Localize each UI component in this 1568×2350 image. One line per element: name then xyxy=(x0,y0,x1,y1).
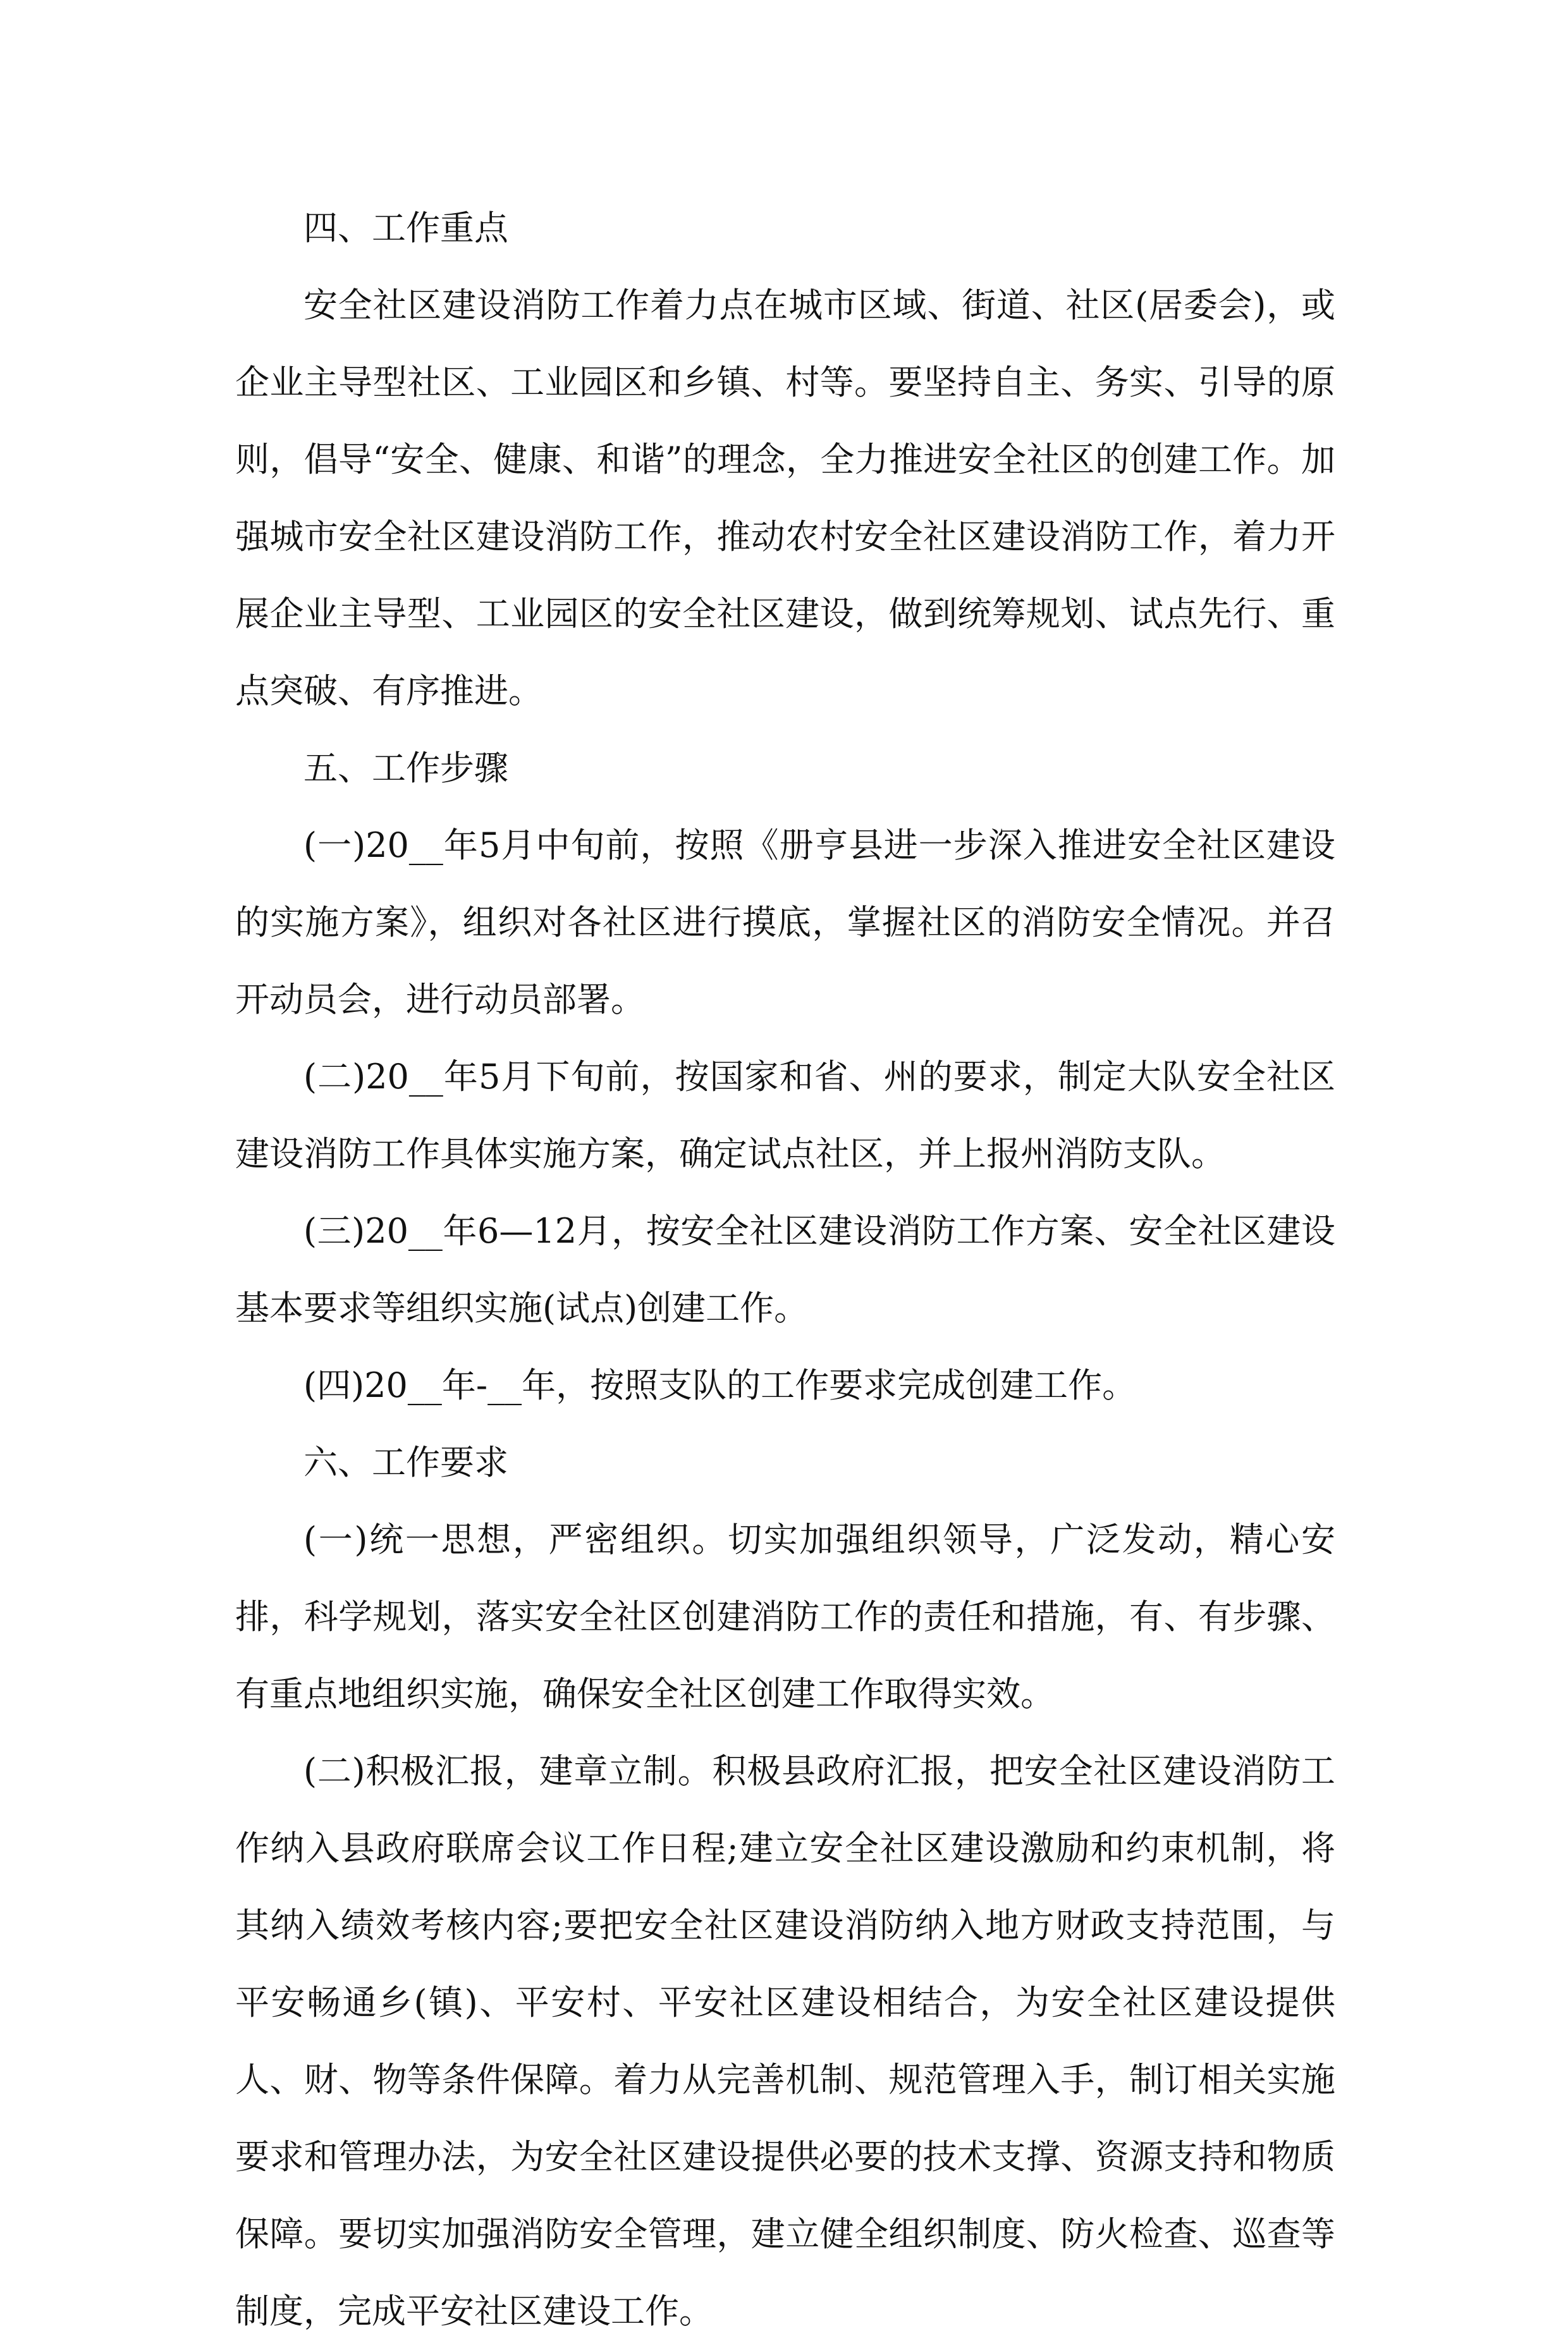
paragraph-step-4: (四)20__年-__年，按照支队的工作要求完成创建工作。 xyxy=(303,1365,1137,1405)
paragraph-requirement-1: (一)统一思想，严密组织。切实加强组织领导，广泛发动，精心安排，科学规划，落实安全社区创建消防工作的责任和措施，有、有步骤、有重点地组织实施，确保安全社区创建工作取得实效。 xyxy=(235,1520,1335,1714)
paragraph-step-3: (三)20__年6—12月，按安全社区建设消防工作方案、安全社区建设基本要求等组织实施(试点)创建工作。 xyxy=(235,1211,1335,1328)
paragraph-step-1: (一)20__年5月中旬前，按照《册亨县进一步深入推进安全社区建设的实施方案》，组织对各社区进行摸底，掌握社区的消防安全情况。并召开动员会，进行动员部署。 xyxy=(235,825,1335,1019)
section-heading-work-focus: 四、工作重点 xyxy=(303,208,508,248)
section-heading-work-requirements: 六、工作要求 xyxy=(303,1443,508,1482)
document-body xyxy=(235,190,1335,2350)
paragraph-requirement-2: (二)积极汇报，建章立制。积极县政府汇报，把安全社区建设消防工作纳入县政府联席会议工作日程;建立安全社区建设激励和约束机制，将其纳入绩效考核内容;要把安全社区建设消防纳入地方财政支持范围，与平安畅通乡(镇)、平安村、平安社区建设相结合，为安全社区建设提供人、财、物等条件保障。着力从完善机制、规范管理入手，制订相关实施要求和管理办法，为安全社区建设提供必要的技术支撑、资源支持和物质保障。要切实加强消防安全管理，建立健全组织制度、防火检查、巡查等制度，完成平安社区建设工作。 xyxy=(235,1751,1335,2331)
paragraph-work-focus: 安全社区建设消防工作着力点在城市区域、街道、社区(居委会)，或企业主导型社区、工业园区和乡镇、村等。要坚持自主、务实、引导的原则，倡导“安全、健康、和谐”的理念，全力推进安全社区的创建工作。加强城市安全社区建设消防工作，推动农村安全社区建设消防工作，着力开展企业主导型、工业园区的安全社区建设，做到统筹规划、试点先行、重点突破、有序推进。 xyxy=(235,285,1335,711)
paragraph-step-2: (二)20__年5月下旬前，按国家和省、州的要求，制定大队安全社区建设消防工作具体实施方案，确定试点社区，并上报州消防支队。 xyxy=(235,1057,1335,1174)
section-heading-work-steps: 五、工作步骤 xyxy=(303,748,508,788)
